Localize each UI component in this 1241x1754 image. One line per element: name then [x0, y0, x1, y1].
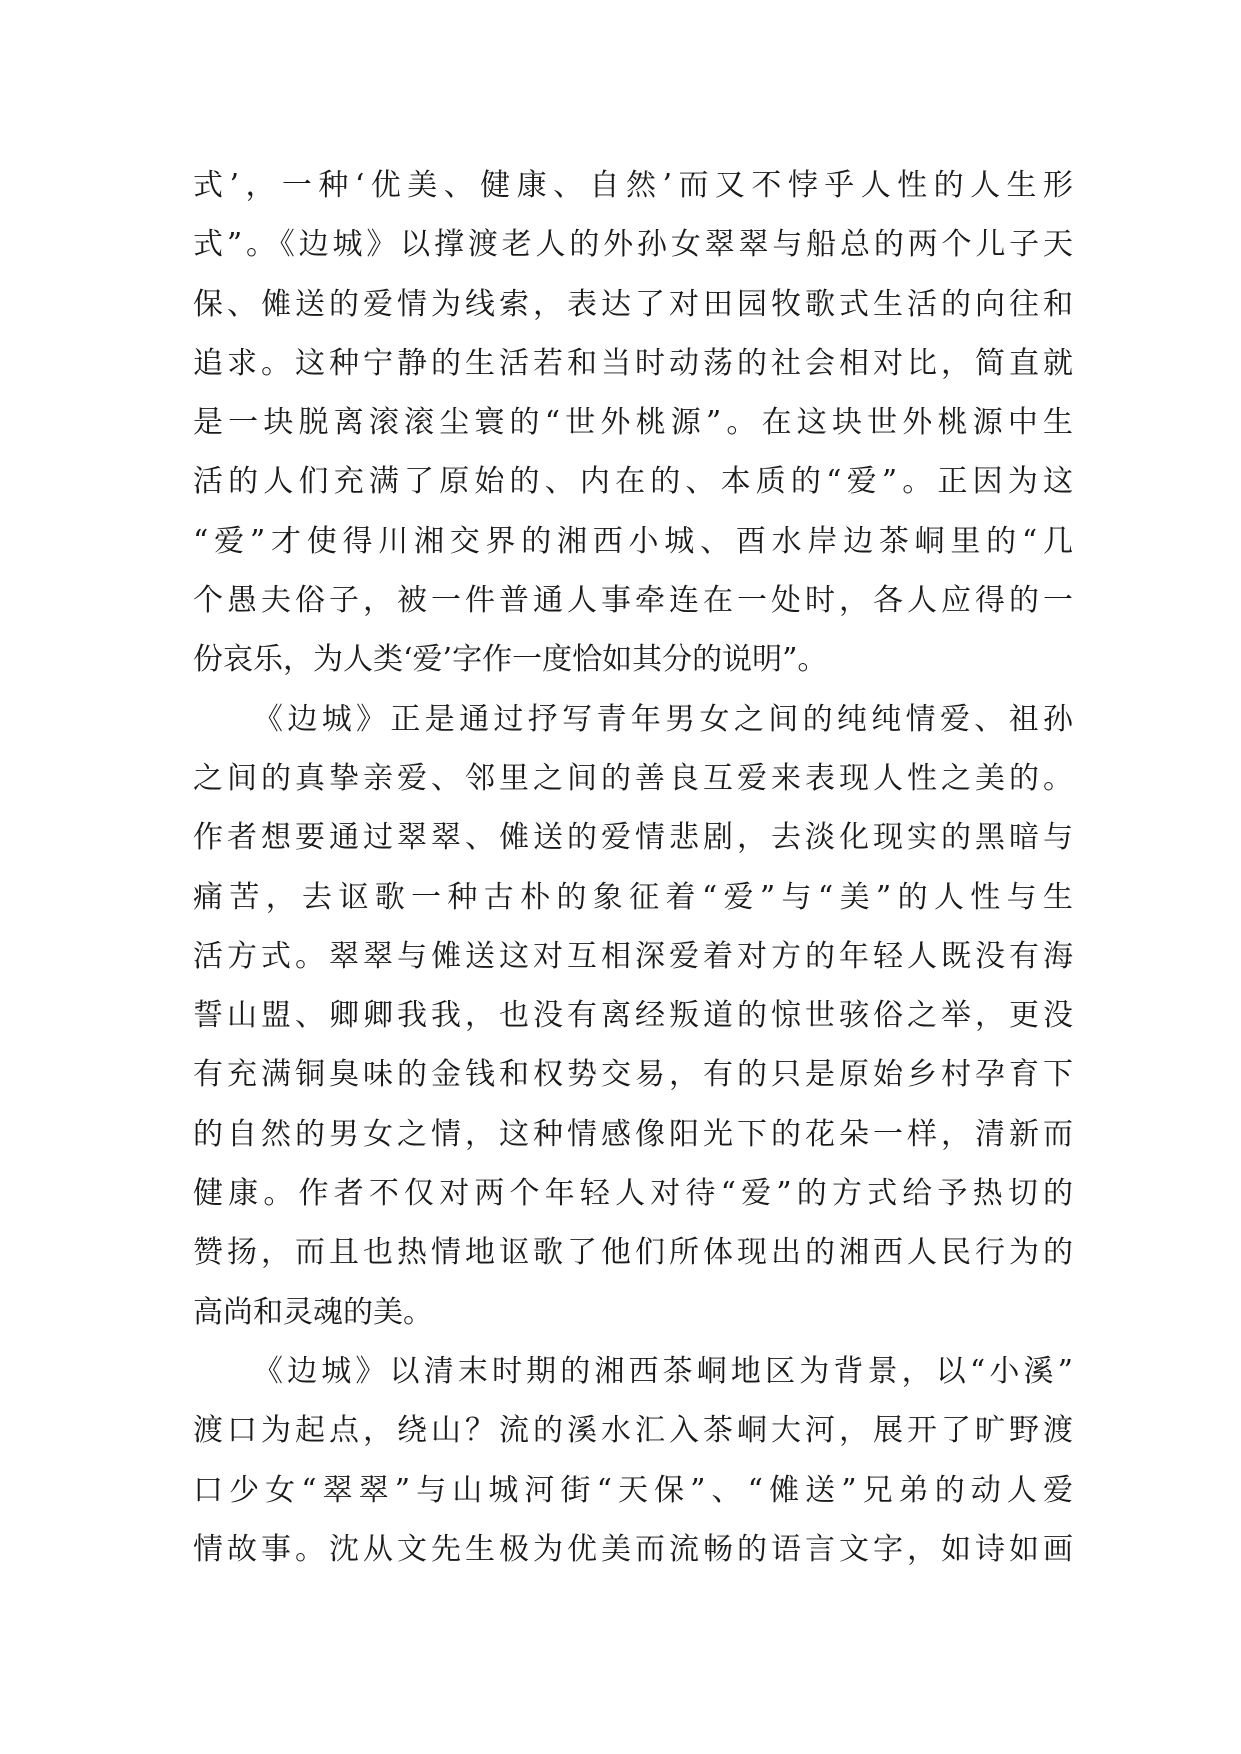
text-line: 的自然的男女之情，这种情感像阳光下的花朵一样，清新而 — [193, 1116, 1073, 1152]
text-line: 健康。作者不仅对两个年轻人对待“爱”的方式给予热切的 — [193, 1176, 1073, 1212]
text-line: 渡口为起点，绕山？流的溪水汇入茶峒大河，展开了旷野渡 — [193, 1413, 1073, 1449]
text-line: 之间的真挚亲爱、邻里之间的善良互爱来表现人性之美的。 — [193, 760, 1073, 796]
text-line: 誓山盟、卿卿我我，也没有离经叛道的惊世骇俗之举，更没 — [193, 998, 1073, 1034]
text-line: 《边城》以清末时期的湘西茶峒地区为背景，以“小溪” — [253, 1353, 1073, 1389]
text-line: 活的人们充满了原始的、内在的、本质的“爱”。正因为这 — [193, 464, 1073, 500]
document-body — [193, 156, 1073, 1579]
paragraph-3 — [193, 1342, 1073, 1579]
text-line: 情故事。沈从文先生极为优美而流畅的语言文字，如诗如画 — [193, 1531, 1073, 1567]
text-line: 保、傩送的爱情为线索，表达了对田园牧歌式生活的向往和 — [193, 286, 1073, 322]
text-line: 《边城》正是通过抒写青年男女之间的纯纯情爱、祖孙 — [253, 701, 1073, 737]
text-line: 有充满铜臭味的金钱和权势交易，有的只是原始乡村孕育下 — [193, 1057, 1073, 1093]
text-line: 是一块脱离滚滚尘寰的“世外桃源”。在这块世外桃源中生 — [193, 405, 1073, 441]
text-line: 高尚和灵魂的美。 — [193, 1294, 433, 1330]
text-line: 赞扬，而且也热情地讴歌了他们所体现出的湘西人民行为的 — [193, 1235, 1073, 1271]
text-line: 式’，一种‘优美、健康、自然’而又不悖乎人性的人生形 — [193, 168, 1073, 203]
text-line: “爱”才使得川湘交界的湘西小城、酉水岸边茶峒里的“几 — [193, 523, 1073, 559]
text-line: 痛苦，去讴歌一种古朴的象征着“爱”与“美”的人性与生 — [193, 879, 1073, 915]
text-line: 口少女“翠翠”与山城河街“天保”、“傩送”兄弟的动人爱 — [193, 1472, 1073, 1508]
paragraph-2 — [193, 690, 1073, 1342]
text-line: 追求。这种宁静的生活若和当时动荡的社会相对比，简直就 — [193, 345, 1073, 381]
paragraph-1 — [193, 156, 1073, 690]
text-line: 式”。《边城》以撑渡老人的外孙女翠翠与船总的两个儿子天 — [193, 227, 1073, 263]
text-line: 活方式。翠翠与傩送这对互相深爱着对方的年轻人既没有海 — [193, 938, 1073, 974]
text-line: 个愚夫俗子，被一件普通人事牵连在一处时，各人应得的一 — [193, 583, 1073, 619]
text-line: 作者想要通过翠翠、傩送的爱情悲剧，去淡化现实的黑暗与 — [193, 820, 1073, 856]
text-line: 份哀乐，为人类‘爱’字作一度恰如其分的说明”。 — [193, 642, 828, 678]
